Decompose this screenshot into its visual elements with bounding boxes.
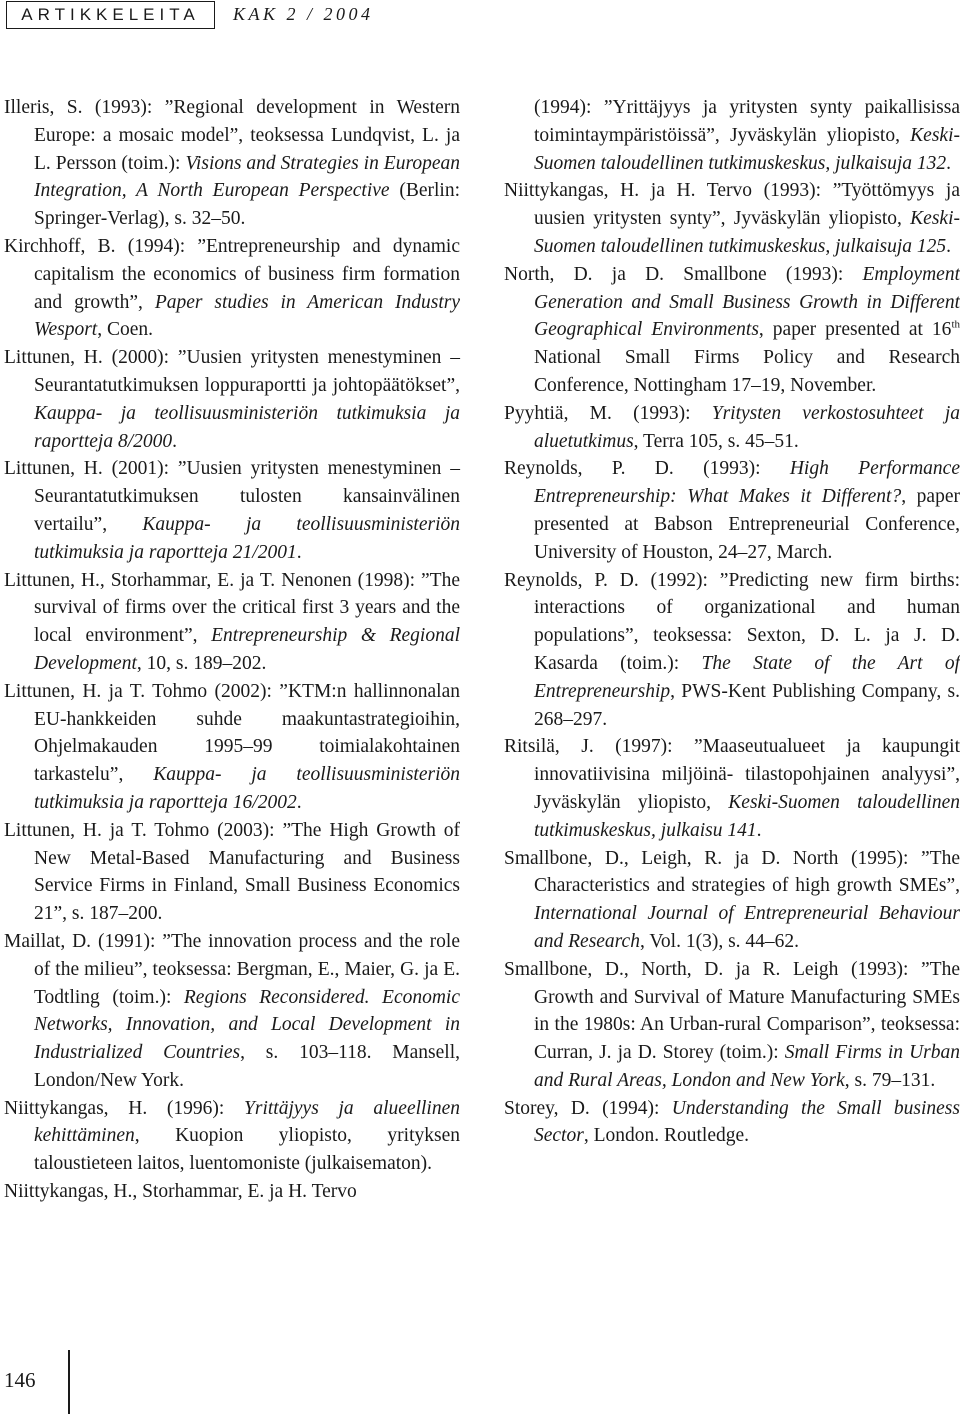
reference-entry	[4, 928, 460, 1095]
reference-text: , Terra 105, s. 45–51.	[633, 430, 799, 452]
reference-entry	[504, 956, 960, 1095]
reference-title: International Journal of Entrepreneurial Behaviour and Research	[534, 903, 960, 952]
reference-entry	[504, 177, 960, 260]
reference-entry	[504, 94, 960, 177]
reference-title: Paper studies in American Industry Wesport	[34, 291, 460, 341]
references-left-column	[4, 94, 460, 1206]
reference-entry	[4, 817, 460, 928]
reference-text: North, D. ja D. Smallbone (1993):	[504, 263, 863, 285]
reference-entry	[504, 1095, 960, 1151]
reference-text: Niittykangas, H., Storhammar, E. ja H. Tervo	[4, 1181, 357, 1203]
superscript: th	[951, 318, 960, 331]
reference-text: .	[296, 791, 302, 813]
reference-title: The State of the Art of Entrepreneurship	[534, 652, 960, 702]
reference-text: Storey, D. (1994):	[504, 1097, 672, 1119]
reference-title: Keski-Suomen taloudellinen tutkimuskeskus, julkaisuja 132	[534, 124, 960, 174]
reference-text: , Coen.	[97, 319, 154, 341]
reference-text: , Vol. 1(3), s. 44–62.	[639, 930, 800, 952]
reference-title: Yritysten verkostosuhteet ja aluetutkimus	[534, 402, 960, 452]
reference-text: .	[756, 819, 762, 841]
reference-text: .	[946, 235, 952, 257]
reference-title: Kauppa- ja teollisuusministeriön tutkimuksia ja raportteja 16/2002	[34, 764, 460, 813]
reference-title: Entrepreneurship & Regional Development	[34, 625, 460, 674]
reference-text: Smallbone, D., Leigh, R. ja D. North (1995): ”The Characteristics and strategies of high growth SMEs”,	[504, 847, 960, 897]
reference-text: , s. 103–118. Mansell, London/New York.	[34, 1042, 460, 1091]
reference-text: Smallbone, D., North, D. ja R. Leigh (1993): ”The Growth and Survival of Mature Manufacturing SMEs in the 1980s: An Urban-rural Comparison”, teoksessa: Curran, J. ja D. Storey (toim.):	[504, 958, 960, 1064]
reference-text: Littunen, H. ja T. Tohmo (2002): ”KTM:n hallinnonalan EU-hankkeiden suhde maakuntastrategioihin, Ohjelmakauden 1995–99 toimialakohtainen tarkastelu”,	[4, 680, 460, 786]
reference-text: , s. 79–131.	[844, 1069, 936, 1091]
reference-title: Visions and Strategies in European Integration, A North European Perspective	[34, 152, 460, 202]
reference-text: Pyyhtiä, M. (1993):	[504, 402, 712, 424]
reference-text: Reynolds, P. D. (1992): ”Predicting new firm births: interactions of organizational and human populations”, teoksessa: Sexton, D. L. ja J. D. Kasarda (toim.):	[504, 569, 960, 674]
reference-text: , Kuopion yliopisto, yrityksen taloustieteen laitos, luentomoniste (julkaisematon).	[34, 1125, 460, 1175]
reference-entry	[504, 845, 960, 956]
reference-title: Employment Generation and Small Business Growth in Different Geographical Environments	[534, 263, 960, 341]
reference-text: Kirchhoff, B. (1994): ”Entrepreneurship and dynamic capitalism the economics of business firm formation and growth”,	[4, 235, 460, 313]
reference-entry	[4, 233, 460, 344]
reference-entry	[4, 455, 460, 566]
reference-text: Illeris, S. (1993): ”Regional development in Western Europe: a mosaic model”, teoksessa Lundqvist, L. ja L. Persson (toim.):	[4, 97, 460, 174]
reference-text: (1994): ”Yrittäjyys ja yritysten synty paikallisissa toimintaympäristöissä”, Jyväskylän yliopisto,	[534, 97, 960, 146]
reference-entry	[4, 344, 460, 455]
reference-text: Reynolds, P. D. (1993):	[504, 458, 790, 480]
reference-title: High Performance Entrepreneurship: What Makes it Different?	[534, 458, 960, 508]
reference-text: .	[946, 152, 952, 174]
reference-text: Niittykangas, H. (1996):	[4, 1097, 245, 1119]
reference-text: (Berlin: Springer-Verlag), s. 32–50.	[34, 180, 461, 230]
reference-text: Littunen, H. ja T. Tohmo (2003): ”The High Growth of New Metal-Based Manufacturing and Business Service Firms in Finland, Small Business Economics 21”, s. 187–200.	[4, 819, 460, 925]
reference-title: Keski-Suomen taloudellinen tutkimuskeskus, julkaisu 141	[534, 791, 960, 841]
reference-entry	[504, 733, 960, 844]
page-number: 146	[4, 1368, 36, 1392]
reference-title: Keski-Suomen taloudellinen tutkimuskeskus, julkaisuja 125	[534, 208, 960, 257]
reference-title: Regions Reconsidered. Economic Networks, Innovation, and Local Development in Industrialized Countries	[34, 986, 461, 1064]
reference-text: , PWS-Kent Publishing Company, s. 268–297.	[534, 680, 960, 730]
reference-text: National Small Firms Policy and Research Conference, Nottingham 17–19, November.	[534, 347, 960, 396]
reference-entry	[4, 567, 460, 678]
reference-entry	[4, 678, 460, 817]
section-label: ARTIKKELEITA	[6, 1, 215, 29]
footer-rule	[68, 1350, 70, 1414]
running-header	[0, 0, 960, 36]
reference-text: Littunen, H., Storhammar, E. ja T. Nenonen (1998): ”The survival of firms over the critical first 3 years and the local environment”,	[4, 569, 460, 647]
reference-text: Niittykangas, H. ja H. Tervo (1993): ”Työttömyys ja uusien yritysten synty”, Jyväskylän yliopisto,	[504, 180, 960, 230]
reference-text: , London. Routledge.	[583, 1125, 750, 1147]
reference-text: Littunen, H. (2001): ”Uusien yritysten menestyminen – Seurantatutkimuksen tulosten kansainvälinen vertailu”,	[4, 458, 460, 535]
reference-text: Ritsilä, J. (1997): ”Maaseutualueet ja kaupungit innovatiivisina miljöinä- tilastopohjainen analyysi”, Jyväskylän yliopisto,	[504, 736, 960, 813]
page-footer	[0, 1350, 960, 1417]
journal-issue: KAK 2 / 2004	[233, 4, 374, 24]
reference-text: .	[172, 430, 178, 452]
references-right-column	[504, 94, 960, 1150]
reference-entry	[4, 1095, 460, 1178]
reference-entry	[504, 400, 960, 456]
reference-text: , paper presented at 16	[758, 319, 952, 341]
reference-title: Small Firms in Urban and Rural Areas, London and New York	[534, 1042, 960, 1091]
reference-title: Yrittäjyys ja alueellinen kehittäminen	[34, 1097, 461, 1147]
reference-entry	[4, 1178, 460, 1206]
reference-text: Littunen, H. (2000): ”Uusien yritysten menestyminen – Seurantatutkimuksen loppuraportti ja johtopäätökset”,	[4, 347, 460, 396]
reference-entry	[504, 567, 960, 734]
reference-entry	[504, 455, 960, 566]
reference-text: , 10, s. 189–202.	[136, 652, 267, 674]
reference-entry	[504, 261, 960, 400]
reference-title: Understanding the Small business Sector	[534, 1097, 960, 1147]
reference-title: Kauppa- ja teollisuusministeriön tutkimuksia ja raportteja 8/2000	[34, 402, 460, 452]
reference-text: .	[296, 541, 302, 563]
reference-text: Maillat, D. (1991): ”The innovation process and the role of the milieu”, teoksessa: Bergman, E., Maier, G. ja E. Todtling (toim.):	[4, 930, 460, 1008]
reference-entry	[4, 94, 460, 233]
reference-title: Kauppa- ja teollisuusministeriön tutkimuksia ja raportteja 21/2001	[34, 513, 460, 563]
reference-text: , paper presented at Babson Entrepreneurial Conference, University of Houston, 24–27, March.	[534, 486, 960, 563]
